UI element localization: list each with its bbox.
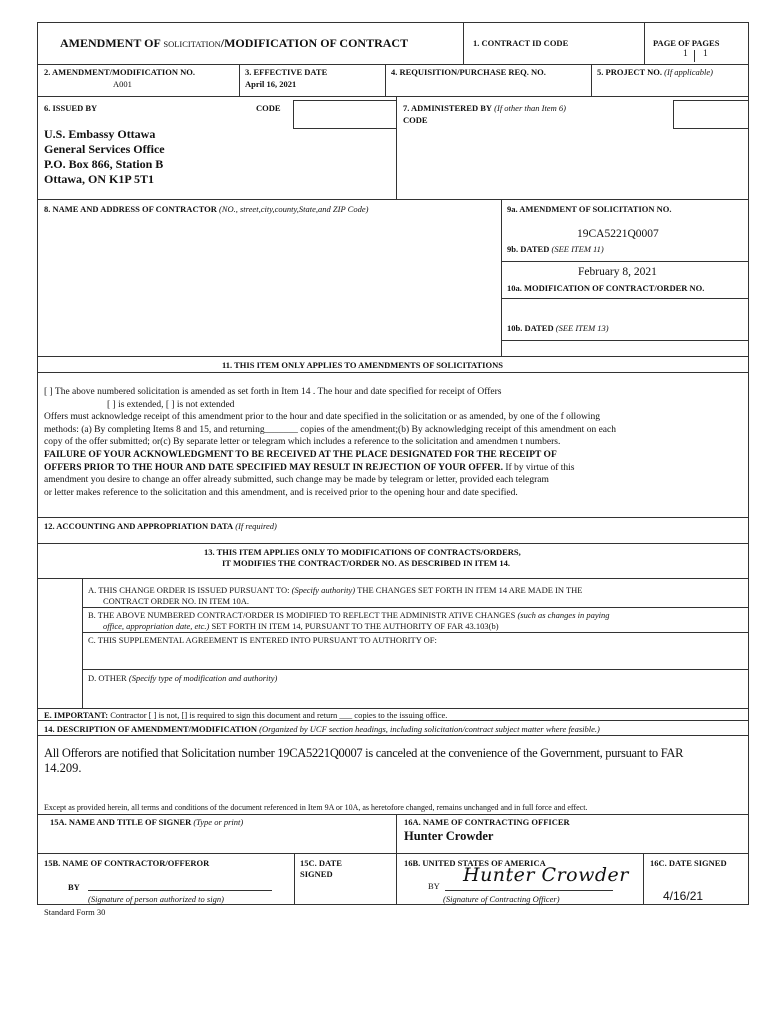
date-signed-15c-line: SIGNED [300,869,333,879]
effective-date-label: 3. EFFECTIVE DATE [245,67,328,77]
item-13-option-c: C. THIS SUPPLEMENTAL AGREEMENT IS ENTERED INTO PURSUANT TO AUTHORITY OF: [88,635,437,645]
contractor-by-label: BY [68,882,80,892]
administered-by-code-label: CODE [403,115,428,125]
contractor-offeror-label: 15B. NAME OF CONTRACTOR/OFFEROR [44,858,210,868]
item-9b-label-text: 9b. DATED [507,244,550,254]
terms-unchanged-notice: Except as provided herein, all terms and conditions of the document referenced in Item 9A or 10A, as heretofore changed, remains unchanged and in full force and effect. [44,803,588,812]
item-9a-label: 9a. AMENDMENT OF SOLICITATION NO. [507,204,672,214]
item-11-line: methods: (a) By completing Items 8 and 15, and returning_______ copies of the amendment;(b) By acknowledging receipt of this amendment on each [44,424,616,435]
important-text: Contractor [ ] is not, [] is required to sign this document and return ___ copies to the issuing office. [108,710,448,720]
item-13-a-note: (Specify authority) [291,585,356,595]
form-title-part-b: SOLICITATION [163,39,221,49]
item-14-note: (Organized by UCF section headings, including solicitation/contract subject matter where feasible.) [259,724,600,734]
issued-by-code-label: CODE [256,103,281,113]
item-13-d-text: D. OTHER [88,673,127,683]
issuer-address-line: P.O. Box 866, Station B [44,157,164,171]
effective-date-value: April 16, 2021 [245,79,297,89]
issued-by-label: 6. ISSUED BY [44,103,98,113]
item-12-note: (If required) [235,521,277,531]
administered-by-note: (If other than Item 6) [494,103,566,113]
solicitation-number: 19CA5221Q0007 [577,228,659,240]
item-12-label [44,521,277,531]
item-13-a-text-3: CONTRACT ORDER NO. IN ITEM 10A. [103,596,249,606]
issuer-address-line: Ottawa, ON K1P 5T1 [44,172,154,186]
administered-by-label-text: 7. ADMINISTERED BY [403,103,493,113]
item-13-heading-2: IT MODIFIES THE CONTRACT/ORDER NO. AS DESCRIBED IN ITEM 14. [222,558,511,568]
item-13-option-a [88,585,583,607]
standard-form-label: Standard Form 30 [44,907,106,917]
contracting-officer-signature: Hunter Crowder [463,864,629,886]
date-signed-16c-label: 16C. DATE SIGNED [650,858,727,868]
item-13-a-text-2: THE CHANGES SET FORTH IN ITEM 14 ARE MADE IN THE [357,585,583,595]
signer-name-label [50,817,243,827]
contractor-label [44,204,368,214]
co-signature-line [445,890,613,891]
item-11-heading: 11. THIS ITEM ONLY APPLIES TO AMENDMENTS OF SOLICITATIONS [222,360,503,370]
item-13-a-text: A. THIS CHANGE ORDER IS ISSUED PURSUANT TO: [88,585,290,595]
item-11-body [44,386,744,499]
co-signature-caption: (Signature of Contracting Officer) [443,894,560,904]
requisition-label: 4. REQUISITION/PURCHASE REQ. NO. [391,67,546,77]
page-of-pages-label: PAGE OF PAGES [653,38,720,48]
administered-by-label [403,103,566,113]
item-13-option-d [88,673,277,683]
contracting-officer-label: 16A. NAME OF CONTRACTING OFFICER [404,817,570,827]
contractor-label-text: 8. NAME AND ADDRESS OF CONTRACTOR [44,204,217,214]
item-14-label [44,724,600,734]
item-14-description-line: All Offerors are notified that Solicitation number 19CA5221Q0007 is canceled at the convenience of the Government, pursuant to FAR [44,746,684,760]
page-number: 1 [683,49,688,59]
item-13-heading-1: 13. THIS ITEM APPLIES ONLY TO MODIFICATIONS OF CONTRACTS/ORDERS, [204,547,521,557]
issuer-address-line: General Services Office [44,142,165,156]
item-11-line: or letter makes reference to the solicitation and this amendment, and is received prior to the opening hour and date specified. [44,487,518,498]
form-title-part-d: OF CONTRACT [320,36,409,50]
project-no-note: (If applicable) [664,67,714,77]
item-12-label-text: 12. ACCOUNTING AND APPROPRIATION DATA [44,521,234,531]
item-11-line-7 [44,462,744,475]
form-title [60,36,408,51]
page-separator [694,50,695,62]
co-by-label: BY [428,881,440,891]
issuer-address-line: U.S. Embassy Ottawa [44,127,156,141]
item-9b-label [507,244,604,254]
issuer-address [44,127,165,187]
item-11-line: [ ] The above numbered solicitation is amended as set forth in Item 14 . The hour and date specified for receipt of Offers [44,387,502,397]
project-no-label [597,67,713,77]
item-10b-label-text: 10b. DATED [507,323,554,333]
signer-name-label-text: 15A. NAME AND TITLE OF SIGNER [50,817,192,827]
important-notice [44,710,447,720]
item-11-line-rest: If by virtue of this [502,462,575,473]
amendment-no-value: A001 [113,79,132,89]
item-9b-note: (SEE ITEM 11) [551,244,604,254]
form-title-part-c: /MODIFICATION [220,36,318,50]
item-14-description-line: 14.209. [44,761,82,775]
item-13-d-note: (Specify type of modification and authority) [128,673,278,683]
item-11-line: Offers must acknowledge receipt of this amendment prior to the hour and date specified in the solicitation or as amended, by one of the f ollowing [44,412,600,423]
solicitation-date: February 8, 2021 [578,266,657,278]
amendment-no-label: 2. AMENDMENT/MODIFICATION NO. [44,67,195,77]
important-label: E. IMPORTANT: [44,710,109,720]
item-11-line: FAILURE OF YOUR ACKNOWLEDGMENT TO BE RECEIVED AT THE PLACE DESIGNATED FOR THE RECEIPT OF [44,449,557,460]
item-10b-label [507,323,609,333]
contractor-signature-line[interactable] [88,890,272,891]
item-11-line-bold: OFFERS PRIOR TO THE HOUR AND DATE SPECIFIED MAY RESULT IN REJECTION OF YOUR OFFER. [44,462,503,473]
item-11-line: amendment you desire to change an offer already submitted, such change may be made by telegram or letter, provided each telegram [44,475,549,486]
contractor-signature-caption: (Signature of person authorized to sign) [88,894,224,904]
contract-id-label: 1. CONTRACT ID CODE [473,38,569,48]
contracting-officer-name: Hunter Crowder [404,829,494,843]
item-13-b-text-2: SET FORTH IN ITEM 14, PURSUANT TO THE AUTHORITY OF FAR 43.103(b) [211,621,499,631]
united-states-label: 16B. UNITED STATES OF AMERICA [404,858,546,868]
date-signed-15c-line: 15C. DATE [300,858,342,868]
date-signed-15c-label [300,858,342,880]
item-11-line: [ ] is extended, [ ] is not extended [107,399,235,410]
item-13-b-note-2: office, appropriation date, etc.) [103,621,210,631]
item-10a-label: 10a. MODIFICATION OF CONTRACT/ORDER NO. [507,283,705,293]
item-14-description [44,746,744,776]
contractor-note: (NO., street,city,county,State,and ZIP Code) [218,204,369,214]
item-13-b-note: (such as changes in paying [517,610,610,620]
item-11-line: copy of the offer submitted; or(c) By separate letter or telegram which includes a reference to the solicitation and amendmen t numbers. [44,437,561,448]
item-13-option-b [88,610,610,632]
item-10b-note: (SEE ITEM 13) [555,323,609,333]
signer-name-note: (Type or print) [193,817,244,827]
date-signed-value: 4/16/21 [663,889,704,903]
form-title-part-a: AMENDMENT OF [60,36,161,50]
pages-total: 1 [703,49,708,59]
item-13-b-text: B. THE ABOVE NUMBERED CONTRACT/ORDER IS MODIFIED TO REFLECT THE ADMINISTR ATIVE CHANGES [88,610,516,620]
item-14-label-text: 14. DESCRIPTION OF AMENDMENT/MODIFICATION [44,724,257,734]
project-no-label-text: 5. PROJECT NO. [597,67,663,77]
